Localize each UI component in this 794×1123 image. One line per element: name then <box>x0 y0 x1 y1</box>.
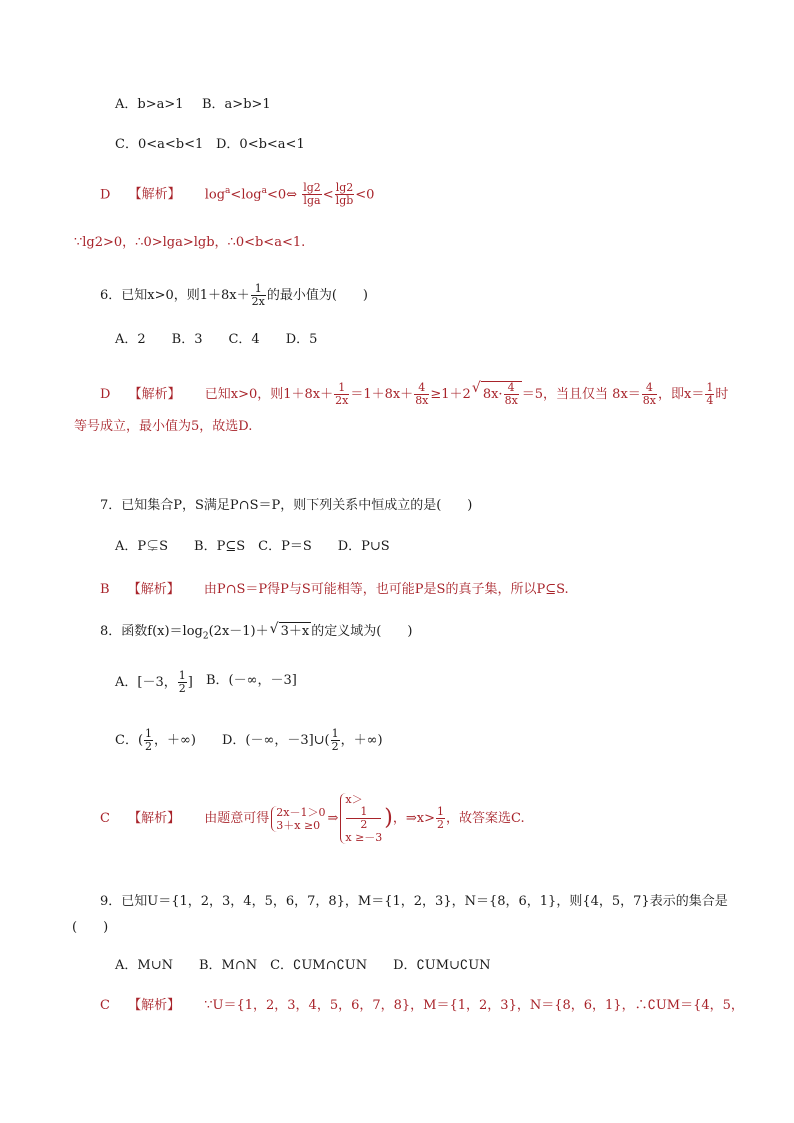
q9-options: A．M∪N B．M∩N C．∁UM∩∁UN D．∁UM∪∁UN <box>115 958 491 973</box>
q5-option-d: D．0<b<a<1 <box>216 137 305 152</box>
q8-option-a: A．[－3， $\frac{1}{2}$ ] <box>115 669 193 695</box>
q9-answer: C 【解析】 ∵U＝{1，2，3，4，5，6，7，8}，M＝{1，2，3}，N＝{8，6，1}，∴∁UM＝{4，5， <box>100 998 744 1013</box>
q7-stem: 7．已知集合P，S满足P∩S＝P，则下列关系中恒成立的是( ) <box>100 498 473 513</box>
q5-answer: D 【解析】 $\log^a<\log^a<0\Leftrightarrow$ $\frac{\lg 2}{\lg a}$ < $\frac{\lg 2}{\lg b}$ <0 <box>100 181 375 208</box>
q8-answer: C 【解析】 由题意可得 2x－1＞0 3＋x ≥0 ⇒ x＞ 1 2 x ≥－3 )，⇒x> $\frac{1}{2}$ ，故答案选C. <box>100 793 525 844</box>
q6-answer: D 【解析】 已知x>0，则1＋8x＋ $\frac{1}{2x}$ ＝1＋8x＋ $\frac{4}{8x}$ ≥1＋2√ 8x· $\frac{4}{8x}$ ＝5，当且仅当 8x＝ $\frac{4}{8x}$ ，即x＝ $\frac{1}{4}$ 时 <box>100 381 728 407</box>
q5-option-c: C．0<a<b<1 <box>115 137 204 152</box>
q8-option-d: D．(－∞，－3]∪( $\frac{1}{2}$ ，＋∞) <box>222 727 383 753</box>
q6-options: A．2 B．3 C．4 D．5 <box>115 332 318 347</box>
q5-answer-line2: ∵lg2>0，∴0>lga>lgb，∴0<b<a<1. <box>74 235 306 250</box>
q8-stem: 8．函数$f(x)=\log_2(2x-1)+√$ 3＋x 的定义域为( ) <box>100 622 412 646</box>
q6-stem: 6．已知x>0，则1＋8x＋ $\frac{1}{2x}$ 的最小值为( ) <box>100 282 368 308</box>
q7-answer: B 【解析】 由P∩S＝P得P与S可能相等，也可能P是S的真子集，所以P⊆S. <box>100 582 569 597</box>
q7-options: A．P⊊S B．P⊆S C．P＝S D．P∪S <box>115 539 390 554</box>
answer-letter: D <box>100 187 111 203</box>
q8-option-c: C．( $\frac{1}{2}$ ，＋∞) <box>115 727 196 753</box>
q6-answer-line2: 等号成立，最小值为5，故选D. <box>74 419 253 434</box>
analysis-tag: 【解析】 <box>128 187 181 203</box>
q8-option-b: B．(－∞，－3] <box>206 673 297 688</box>
q5-option-b: B．a>b>1 <box>202 97 271 112</box>
q5-option-a: A．b>a>1 <box>115 97 184 112</box>
q9-stem-line1: 9．已知U＝{1，2，3，4，5，6，7，8}，M＝{1，2，3}，N＝{8，6，1}，则{4，5，7}表示的集合是 <box>100 894 728 909</box>
q9-stem-line2: ( ) <box>72 920 109 935</box>
